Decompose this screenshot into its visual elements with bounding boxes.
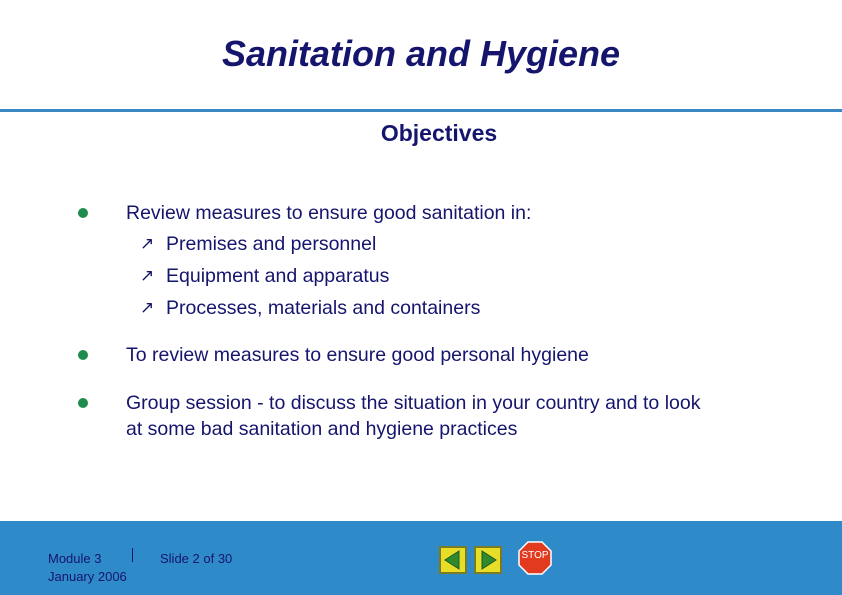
bullet-text: at some bad sanitation and hygiene practices <box>126 418 518 440</box>
sub-arrow-icon: ↗ <box>140 266 155 285</box>
footer-separator <box>132 548 133 562</box>
stop-button[interactable] <box>517 540 553 576</box>
date-label: January 2006 <box>48 569 127 584</box>
bullet-text: Review measures to ensure good sanitation in: <box>126 202 532 224</box>
sub-item: Premises and personnel <box>166 233 377 255</box>
next-slide-button[interactable] <box>474 546 502 574</box>
slide-counter: Slide 2 of 30 <box>160 551 233 566</box>
sub-item: Processes, materials and containers <box>166 297 481 319</box>
prev-slide-button[interactable] <box>439 546 467 574</box>
bullet-icon <box>78 208 88 218</box>
slide-title: Sanitation and Hygiene <box>221 33 621 74</box>
module-label: Module 3 <box>48 551 102 566</box>
bullet-text: To review measures to ensure good personal hygiene <box>126 344 589 366</box>
sub-arrow-icon: ↗ <box>140 234 155 253</box>
next-arrow-icon <box>476 548 500 572</box>
sub-arrow-icon: ↗ <box>140 298 155 317</box>
title-divider <box>0 109 842 112</box>
bullet-icon <box>78 350 88 360</box>
sub-item: Equipment and apparatus <box>166 265 390 287</box>
bullet-icon <box>78 398 88 408</box>
stop-label: STOP <box>521 550 549 561</box>
bullet-text: Group session - to discuss the situation in your country and to look <box>126 392 701 414</box>
prev-arrow-icon <box>441 548 465 572</box>
slide-subtitle: Objectives <box>380 120 498 146</box>
